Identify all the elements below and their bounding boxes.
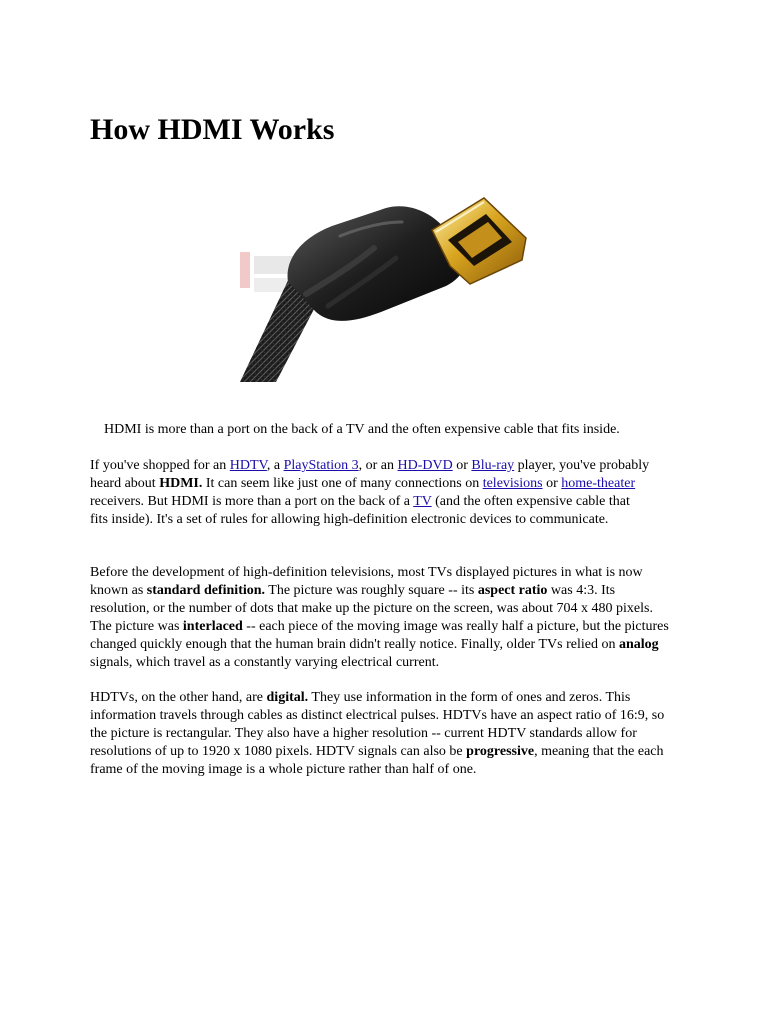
text: If you've shopped for an bbox=[90, 458, 230, 473]
page-title: How HDMI Works bbox=[90, 113, 335, 146]
bold-term: standard definition. bbox=[146, 583, 266, 598]
link-home-theater[interactable]: home-theater bbox=[561, 476, 636, 491]
image-caption: HDMI is more than a port on the back of a TV and the often expensive cable that fits inside. bbox=[104, 422, 620, 437]
text: The picture was roughly square -- its bbox=[265, 583, 478, 598]
link-hdtv[interactable]: HDTV bbox=[229, 458, 267, 473]
bold-term: HDMI. bbox=[159, 476, 203, 491]
text: , a bbox=[266, 458, 284, 473]
bold-term: aspect ratio bbox=[477, 583, 548, 598]
text: or bbox=[542, 476, 562, 491]
paragraph-2 bbox=[90, 564, 675, 672]
text: or bbox=[452, 458, 472, 473]
paragraph-1 bbox=[90, 457, 650, 529]
text: was 4:3. Its resolution, or the number of dots that make up the picture on the screen, was about 704 x 480 pixels. The picture was bbox=[90, 583, 653, 634]
bold-term: analog bbox=[618, 637, 659, 652]
paragraph-3 bbox=[90, 689, 675, 779]
text: receivers. But HDMI is more than a port on the back of a bbox=[90, 494, 414, 509]
bold-term: digital. bbox=[266, 690, 309, 705]
text: They use information in the form of ones and zeros. This information travels through cables as distinct electrical pulses. HDTVs have an aspect ratio of 16:9, so the picture is rectangular. They also have a higher resolution -- current HDTV standards allow for resolutions of up to 1920 x 1080 pixels. HDTV signals can also be bbox=[90, 690, 665, 759]
hdmi-cable-photo bbox=[236, 186, 536, 382]
bold-term: interlaced bbox=[182, 619, 243, 634]
text: It can seem like just one of many connections on bbox=[202, 476, 483, 491]
link-hd-dvd[interactable]: HD-DVD bbox=[397, 458, 453, 473]
text: signals, which travel as a constantly varying electrical current. bbox=[90, 655, 440, 670]
text: Before the development of high-definition televisions, most TVs displayed pictures in what is now known as bbox=[90, 565, 643, 598]
link-tv[interactable]: TV bbox=[413, 494, 432, 509]
text: , meaning that the each frame of the moving image is a whole picture rather than half of one. bbox=[90, 744, 664, 777]
text: -- each piece of the moving image was really half a picture, but the pictures changed quickly enough that the human brain didn't really notice. Finally, older TVs relied on bbox=[90, 619, 669, 652]
link-blu-ray[interactable]: Blu-ray bbox=[471, 458, 515, 473]
link-playstation-3[interactable]: PlayStation 3 bbox=[283, 458, 359, 473]
text: HDTVs, on the other hand, are bbox=[90, 690, 267, 705]
link-televisions[interactable]: televisions bbox=[482, 476, 543, 491]
text: player, you've probably heard about bbox=[90, 458, 650, 491]
bold-term: progressive bbox=[466, 744, 535, 759]
text: (and the often expensive cable that fits inside). It's a set of rules for allowing high-definition electronic devices to communicate. bbox=[90, 494, 630, 527]
text: , or an bbox=[358, 458, 398, 473]
